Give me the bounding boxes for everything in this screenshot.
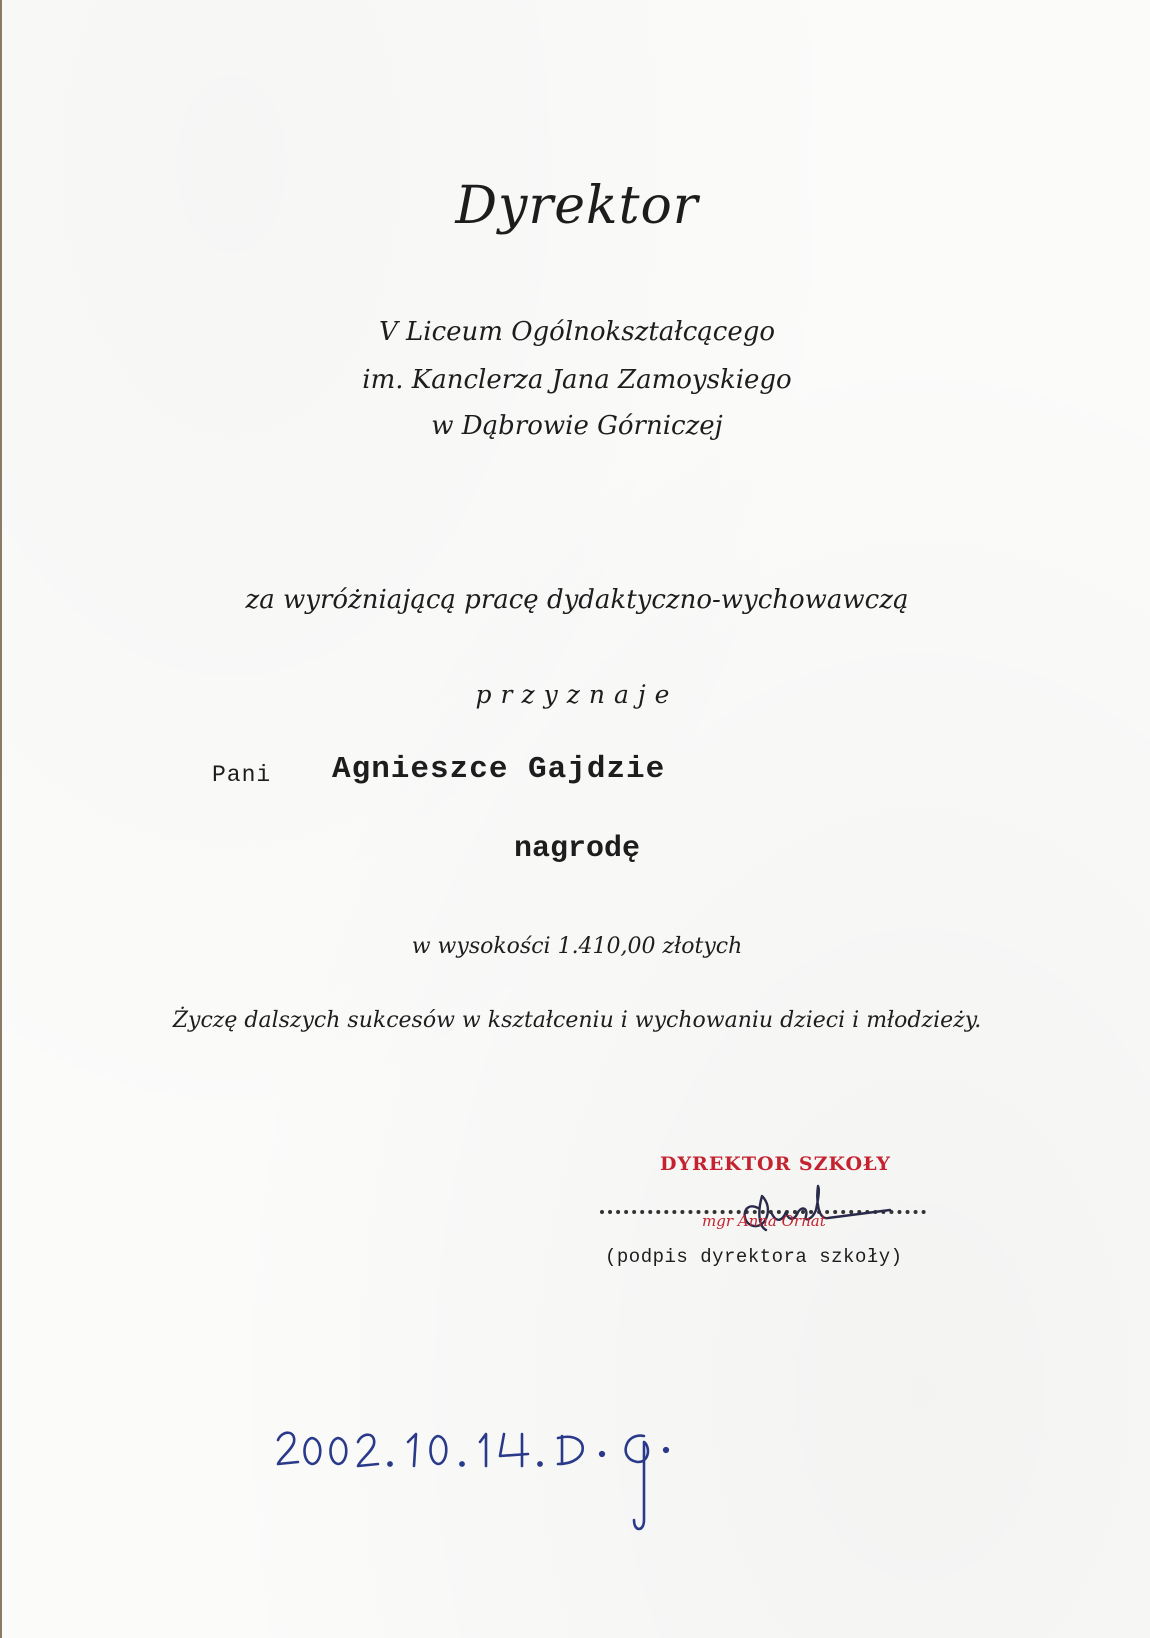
award-reason: za wyróżniającą pracę dydaktyczno-wychowawczą (245, 585, 909, 615)
award-label: nagrodę (513, 832, 641, 866)
director-signature (732, 1180, 902, 1240)
handwritten-date-initials (272, 1420, 692, 1540)
certificate-title: Dyrektor (455, 176, 699, 236)
salutation: Pani (212, 762, 272, 788)
stamp-title: DYREKTOR SZKOŁY (660, 1153, 891, 1175)
award-amount: w wysokości 1.410,00 złotych (411, 934, 743, 959)
institution-line-1: V Liceum Ogólnokształcącego (378, 317, 776, 347)
institution-line-2: im. Kanclerza Jana Zamoyskiego (362, 365, 792, 395)
grants-verb: przyznaje (475, 680, 679, 709)
institution-line-3: w Dąbrowie Górniczej (431, 411, 723, 441)
stamp-name: mgr Anna Ornat (702, 1212, 826, 1230)
wishes-text: Życzę dalszych sukcesów w kształceniu i wychowaniu dzieci i młodzieży. (172, 1008, 982, 1033)
recipient-name: Agnieszce Gajdzie (332, 752, 666, 787)
signature-caption: (podpis dyrektora szkoły) (605, 1246, 903, 1268)
